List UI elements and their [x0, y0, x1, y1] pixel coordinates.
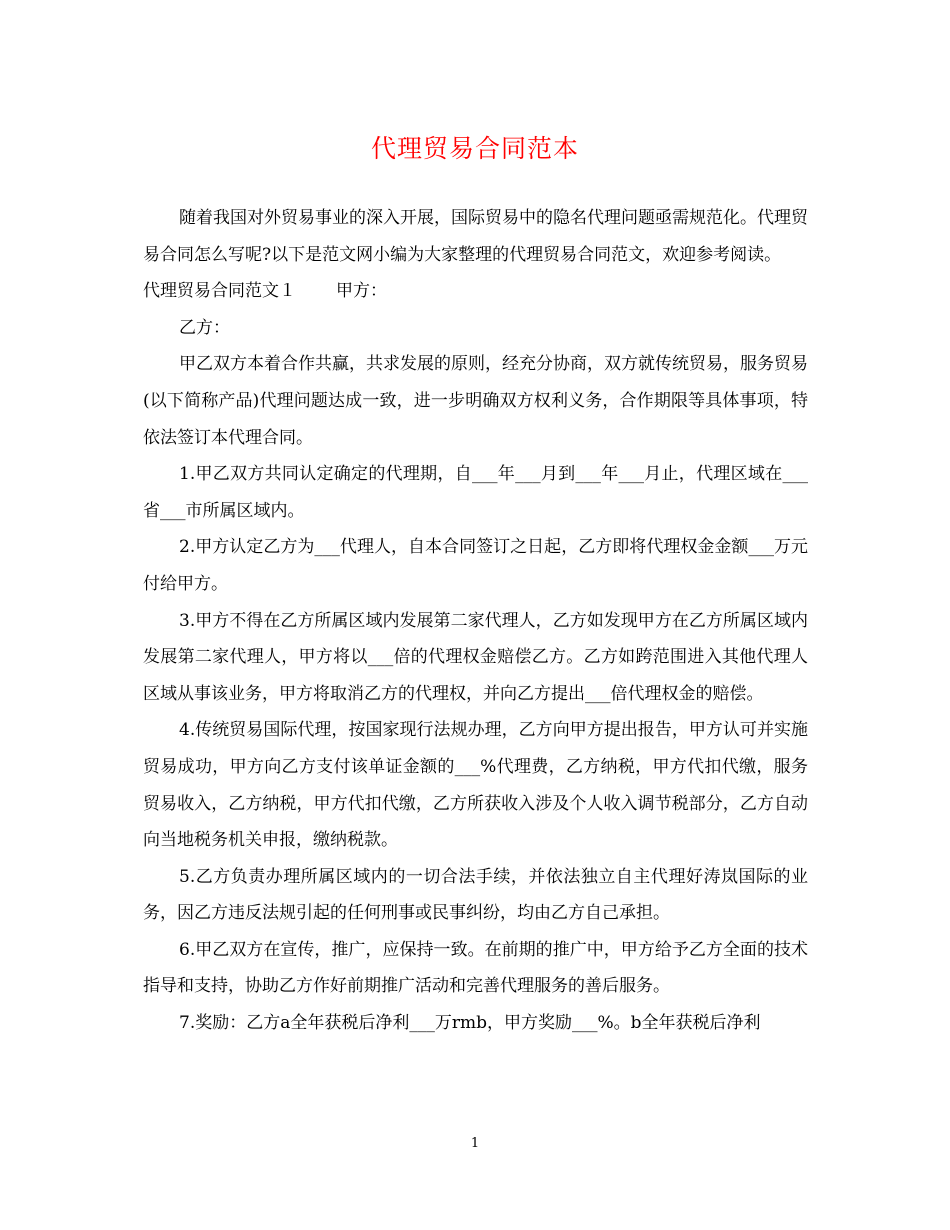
party-b-label: 乙方：	[179, 317, 230, 338]
page-number: 1	[470, 1136, 480, 1151]
clause-6: 6.甲乙双方在宣传，推广，应保持一致。在前期的推广中，甲方给予乙方全面的技术指导和支持，协助乙方作好前期推广活动和完善代理服务的善后服务。	[143, 939, 808, 997]
intro-paragraph: 随着我国对外贸易事业的深入开展，国际贸易中的隐名代理问题亟需规范化。代理贸易合同怎么写呢?以下是范文网小编为大家整理的代理贸易合同范文，欢迎参考阅读。	[143, 208, 808, 265]
sample-header-line	[143, 273, 808, 310]
party-a-label: 甲方：	[336, 281, 387, 302]
clause-5: 5.乙方负责办理所属区域内的一切合法手续，并依法独立自主代理好涛岚国际的业务，因乙方违反法规引起的任何刑事或民事纠纷，均由乙方自己承担。	[143, 866, 808, 924]
clause-7: 7.奖励：乙方a全年获税后净利___万rmb，甲方奖励___%。b全年获税后净利	[179, 1013, 761, 1034]
clause-4: 4.传统贸易国际代理，按国家现行法规办理，乙方向甲方提出报告，甲方认可并实施贸易成功，甲方向乙方支付该单证金额的___%代理费，乙方纳税，甲方代扣代缴，服务贸易收入，乙方纳税，甲方代扣代缴，乙方所获收入涉及个人收入调节税部分，乙方自动向当地税务机关申报，缴纳税款。	[143, 720, 808, 851]
sample-title: 代理贸易合同范文１	[143, 281, 296, 302]
clause-1: 1.甲乙双方共同认定确定的代理期，自___年___月到___年___月止，代理区域在___省___市所属区域内。	[143, 464, 808, 521]
preamble-paragraph: 甲乙双方本着合作共赢，共求发展的原则，经充分协商，双方就传统贸易，服务贸易(以下简称产品)代理问题达成一致，进一步明确双方权利义务，合作期限等具体事项，特依法签订本代理合同。	[143, 354, 808, 448]
document-body	[143, 200, 808, 1042]
clause-2: 2.甲方认定乙方为___代理人，自本合同签订之日起，乙方即将代理权金金额___万元付给甲方。	[143, 537, 808, 594]
clause-3: 3.甲方不得在乙方所属区域内发展第二家代理人，乙方如发现甲方在乙方所属区域内发展第二家代理人，甲方将以___倍的代理权金赔偿乙方。乙方如跨范围进入其他代理人区域从事该业务，甲方将取消乙方的代理权，并向乙方提出___倍代理权金的赔偿。	[143, 610, 808, 704]
document-title: 代理贸易合同范本	[370, 134, 579, 163]
